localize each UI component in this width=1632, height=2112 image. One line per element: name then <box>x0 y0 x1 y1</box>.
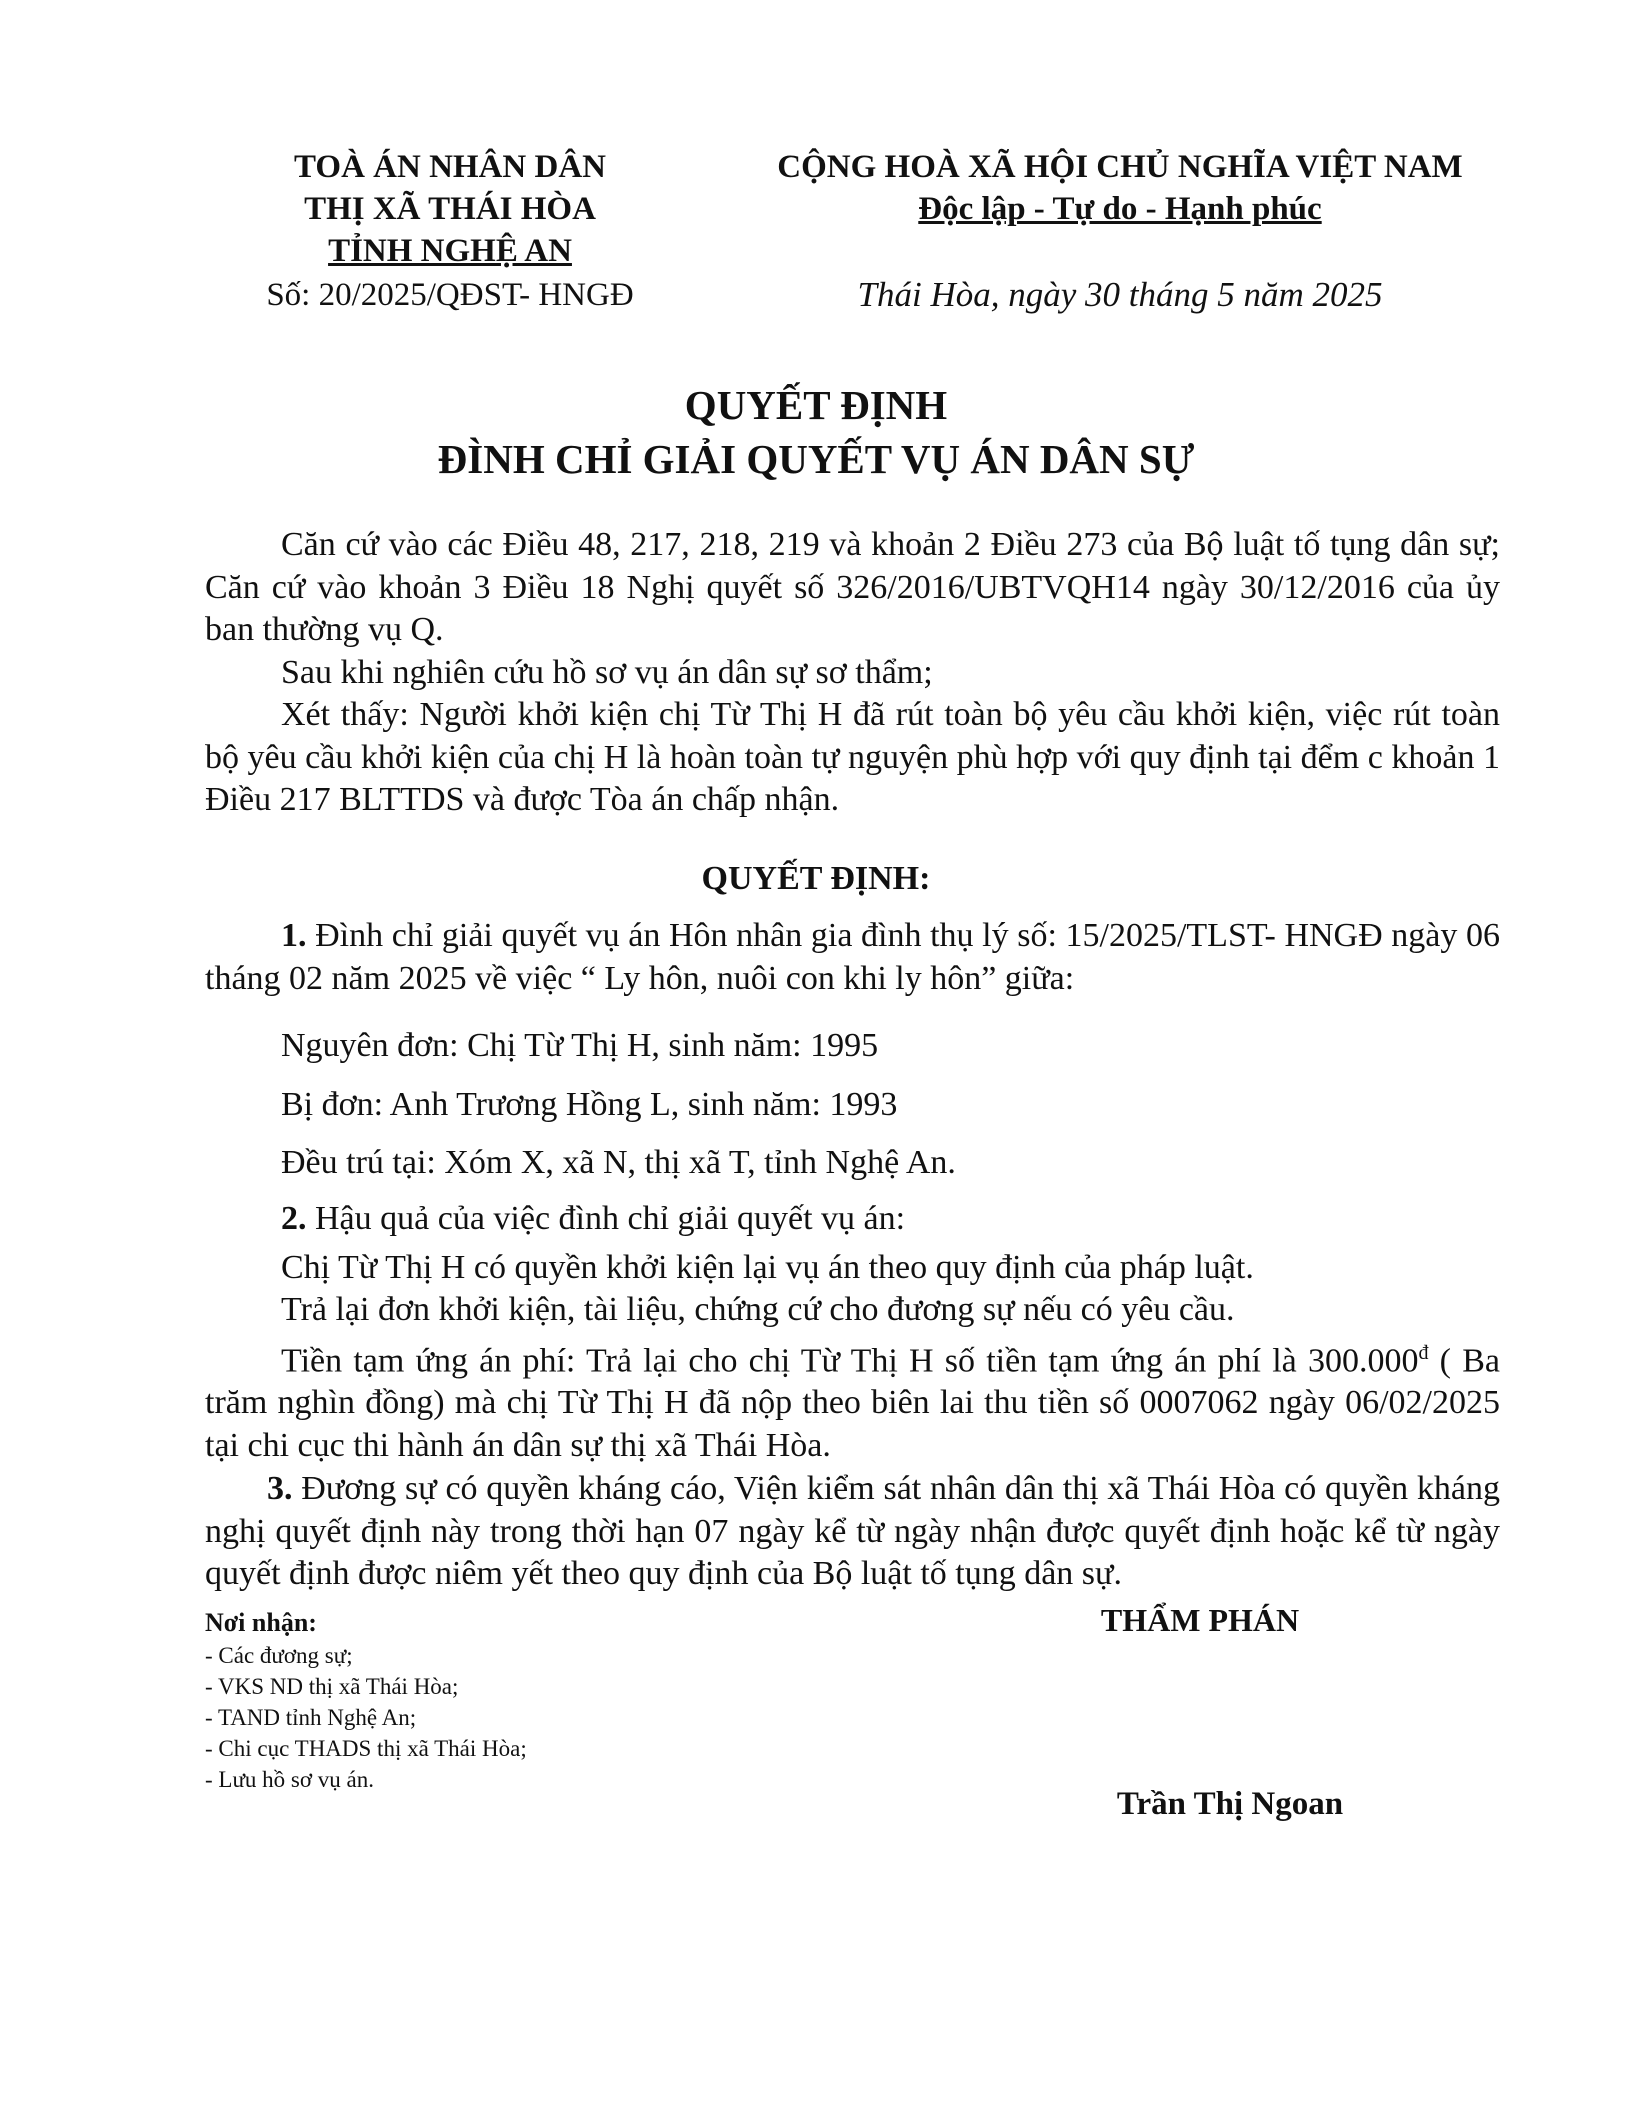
court-name: TOÀ ÁN NHÂN DÂN <box>294 149 606 185</box>
title-line-2: ĐÌNH CHỈ GIẢI QUYẾT VỤ ÁN DÂN SỰ <box>437 436 1195 482</box>
item-1-number: 1. <box>281 917 307 954</box>
right-to-resue: Chị Từ Thị H có quyền khởi kiện lại vụ án theo quy định của pháp luật. <box>281 1248 1254 1286</box>
item-1-text: Đình chỉ giải quyết vụ án Hôn nhân gia đình thụ lý số: 15/2025/TLST- HNGĐ ngày 06 tháng 02 năm 2025 về việc “ Ly hôn, nuôi con khi ly hôn” giữa: <box>205 917 1500 997</box>
recipients-heading: Nơi nhận: <box>205 1608 317 1637</box>
court-header <box>200 146 700 316</box>
review-note: Sau khi nghiên cứu hồ sơ vụ án dân sự sơ thẩm; <box>281 653 933 691</box>
item-2-text: Hậu quả của việc đình chỉ giải quyết vụ án: <box>306 1200 906 1237</box>
national-motto <box>720 188 1520 230</box>
court-province <box>200 230 700 272</box>
issue-date: Thái Hòa, ngày 30 tháng 5 năm 2025 <box>857 275 1383 314</box>
recipient-item: - TAND tỉnh Nghệ An; <box>205 1705 417 1730</box>
recipient-item: - Chi cục THADS thị xã Thái Hòa; <box>205 1736 527 1761</box>
item-2-number: 2. <box>281 1200 307 1237</box>
recipient-item: - VKS ND thị xã Thái Hòa; <box>205 1674 459 1699</box>
fee-refund-a: Tiền tạm ứng án phí: Trả lại cho chị Từ Thị H số tiền tạm ứng án phí là 300.000 <box>281 1341 1419 1379</box>
defendant: Bị đơn: Anh Trương Hồng L, sinh năm: 1993 <box>281 1085 898 1123</box>
item-3-number: 3. <box>267 1470 293 1507</box>
signer-title: THẨM PHÁN <box>1100 1602 1300 1638</box>
currency-symbol: đ <box>1418 1341 1429 1364</box>
court-town: THỊ XÃ THÁI HÒA <box>304 191 596 227</box>
document-title <box>0 378 1632 486</box>
national-name: CỘNG HOÀ XÃ HỘI CHỦ NGHĨA VIỆT NAM <box>777 149 1463 185</box>
legal-basis: Căn cứ vào các Điều 48, 217, 218, 219 và khoản 2 Điều 273 của Bộ luật tố tụng dân sự; Căn cứ vào khoản 3 Điều 18 Nghị quyết số 326/2016/UBTVQH14 ngày 30/12/2016 của ủy ban thường vụ Q. <box>205 526 1500 648</box>
recipient-item: - Các đương sự; <box>205 1643 353 1668</box>
fee-refund <box>205 1332 1500 1468</box>
recipient-item: - Lưu hồ sơ vụ án. <box>205 1767 374 1792</box>
national-motto-text: Độc lập - Tự do - Hạnh phúc <box>918 191 1322 227</box>
recipients <box>205 1606 725 1795</box>
residence: Đều trú tại: Xóm X, xã N, thị xã T, tỉnh Nghệ An. <box>281 1144 956 1181</box>
decision-number: Số: 20/2025/QĐST- HNGĐ <box>266 277 634 313</box>
fee-refund-b: ( Ba trăm nghìn đồng) mà chị Từ Thị H đã nộp theo biên lai thu tiền số 0007062 ngày 06/02/2025 tại chi cục thi hành án dân sự thị xã Thái Hòa. <box>205 1341 1500 1464</box>
national-header <box>720 146 1520 316</box>
title-line-1: QUYẾT ĐỊNH <box>684 382 948 428</box>
item-3-text: Đương sự có quyền kháng cáo, Viện kiểm sát nhân dân thị xã Thái Hòa có quyền kháng nghị quyết định này trong thời hạn 07 ngày kể từ ngày nhận được quyết định hoặc kể từ ngày quyết định được niêm yết theo quy định của Bộ luật tố tụng dân sự. <box>205 1470 1500 1592</box>
parties <box>205 1025 1500 1185</box>
plaintiff: Nguyên đơn: Chị Từ Thị H, sinh năm: 1995 <box>281 1027 879 1064</box>
decision-item-1 <box>205 915 1500 1000</box>
return-documents: Trả lại đơn khởi kiện, tài liệu, chứng cứ cho đương sự nếu có yêu cầu. <box>281 1291 1235 1328</box>
consideration: Xét thấy: Người khởi kiện chị Từ Thị H đã rút toàn bộ yêu cầu khởi kiện, việc rút toàn bộ yêu cầu khởi kiện của chị H là hoàn toàn tự nguyện phù hợp với quy định tại đểm c khoản 1 Điều 217 BLTTDS và được Tòa án chấp nhận. <box>205 696 1500 818</box>
decision-item-2 <box>205 1198 1500 1467</box>
decision-heading: QUYẾT ĐỊNH: <box>701 860 931 897</box>
decision-item-3 <box>205 1468 1500 1596</box>
preamble <box>205 524 1500 822</box>
court-province-text: TỈNH NGHỆ AN <box>328 233 572 269</box>
signer-name: Trần Thị Ngoan <box>1116 1786 1344 1822</box>
